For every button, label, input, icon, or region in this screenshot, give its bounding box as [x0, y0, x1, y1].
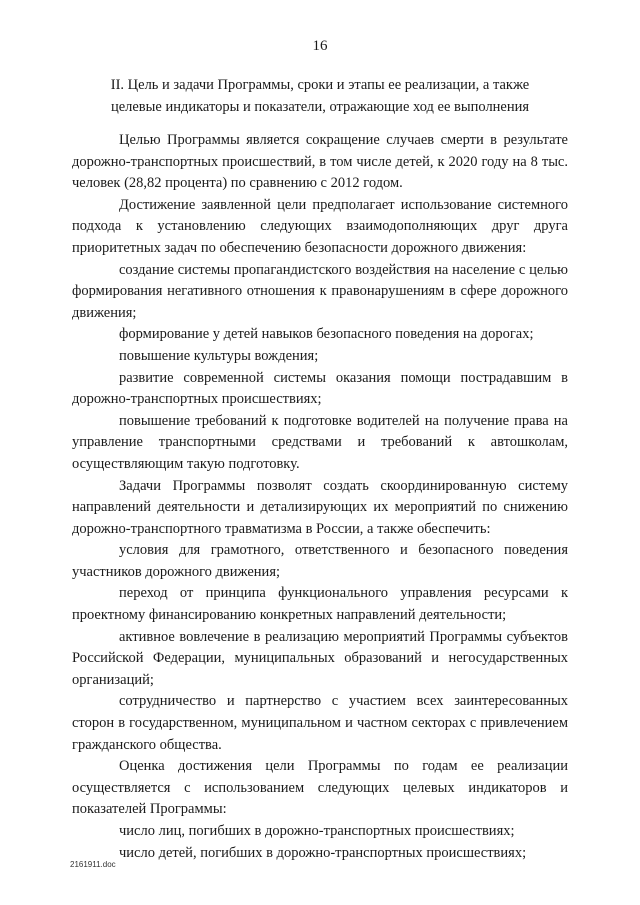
list-item-driver-training: повышение требований к подготовке водителей на получение права на управление транспортными средствами и требований к автошколам, осуществляющим такую подготовку.: [72, 412, 568, 472]
list-item-children-skills: формирование у детей навыков безопасного поведения на дорогах;: [119, 326, 534, 343]
section-heading-line-2: целевые индикаторы и показатели, отражающие ход ее выполнения: [110, 99, 530, 115]
page-number: 16: [312, 38, 328, 54]
body-text: [72, 130, 568, 864]
list-item-driving-culture: повышение культуры вождения;: [119, 347, 319, 364]
paragraph-evaluation: Оценка достижения цели Программы по годам ее реализации осуществляется с использованием следующих целевых индикаторов и показателей Программы:: [72, 758, 568, 818]
list-item-safe-behavior: условия для грамотного, ответственного и безопасного поведения участников дорожного движения;: [72, 542, 568, 580]
paragraph-approach: Достижение заявленной цели предполагает использование системного подхода к установлению следующих взаимодополняющих друг друга приоритетных задач по обеспечению безопасности дорожного движения:: [72, 196, 568, 256]
paragraph-tasks: Задачи Программы позволят создать скоординированную систему направлений деятельности и детализирующих их мероприятий по снижению дорожно-транспортного травматизма в России, а также обеспечить:: [72, 477, 568, 537]
section-heading-line-1: II. Цель и задачи Программы, сроки и этапы ее реализации, а также: [110, 77, 530, 93]
list-item-deaths: число лиц, погибших в дорожно-транспортных происшествиях;: [119, 823, 515, 839]
list-item-propaganda: создание системы пропагандистского воздействия на население с целью формирования негативного отношения к правонарушениям в сфере дорожного движения;: [72, 261, 568, 321]
list-item-involvement: активное вовлечение в реализацию мероприятий Программы субъектов Российской Федерации, муниципальных образований и негосударственных организаций;: [72, 628, 568, 688]
footer-filename: 2161911.doc: [70, 860, 116, 869]
paragraph-goal: Целью Программы является сокращение случаев смерти в результате дорожно-транспортных происшествий, в том числе детей, к 2020 году на 8 тыс. человек (28,82 процента) по сравнению с 2012 годом.: [72, 132, 568, 192]
list-item-emergency-help: развитие современной системы оказания помощи пострадавшим в дорожно-транспортных происшествиях;: [72, 369, 568, 408]
section-heading: [60, 74, 580, 118]
list-item-partnership: сотрудничество и партнерство с участием всех заинтересованных сторон в государственном, муниципальном и частном секторах с привлечением гражданского общества.: [72, 693, 568, 753]
list-item-child-deaths: число детей, погибших в дорожно-транспортных происшествиях;: [119, 844, 527, 861]
list-item-project-financing: переход от принципа функционального управления ресурсами к проектному финансированию конкретных направлений деятельности;: [72, 585, 568, 624]
